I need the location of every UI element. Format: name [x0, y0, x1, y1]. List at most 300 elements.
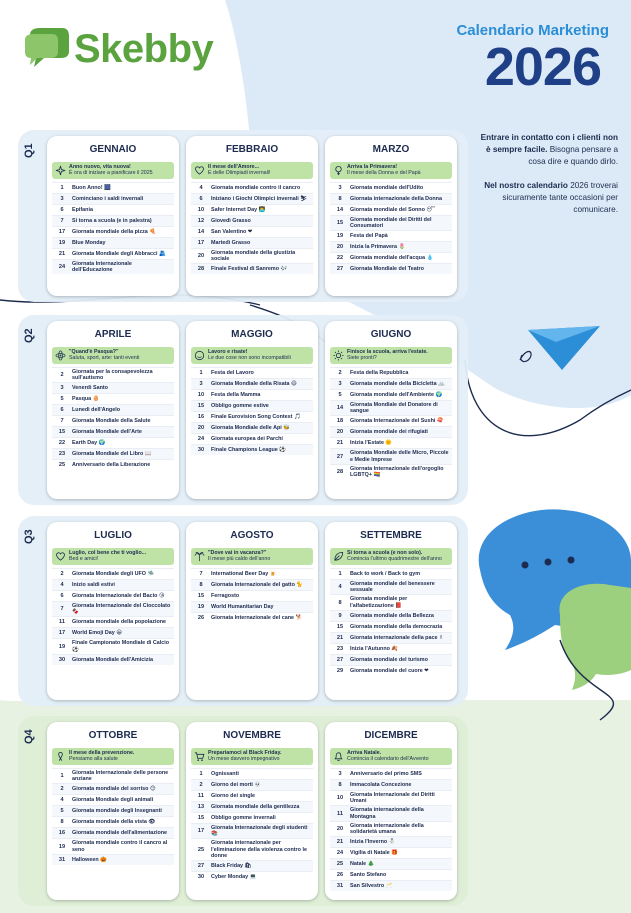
event-text: Inizia l'Estate 🌞 — [350, 440, 393, 447]
event-text: Giornata Mondiale del Teatro — [350, 266, 424, 273]
event-row — [191, 779, 313, 790]
event-row — [330, 790, 452, 805]
month-highlight-text — [69, 164, 153, 176]
event-text: Giornata mondiale del Sonno 😴 — [350, 206, 436, 213]
event-row — [191, 204, 313, 215]
sparkle-icon — [55, 165, 66, 176]
event-day: 15 — [197, 403, 205, 409]
event-day: 17 — [58, 630, 66, 637]
event-row — [52, 854, 174, 865]
quarter-label: Q2 — [23, 328, 35, 343]
event-list — [191, 182, 313, 274]
event-day: 20 — [336, 826, 344, 833]
month-highlight-text — [69, 550, 146, 562]
event-day: 7 — [60, 606, 64, 613]
month-highlight-subtitle: Comincia l'ultimo quadrimestre dell'anno — [347, 556, 442, 563]
event-row — [52, 215, 174, 226]
event-row — [191, 389, 313, 400]
event-text: Giornata mondiale della popolazione — [72, 619, 167, 626]
event-text: Giornata mondiale della gentilezza — [211, 803, 300, 810]
event-row — [330, 610, 452, 621]
month-highlight-subtitle: Siete pronti? — [347, 355, 377, 362]
event-row — [52, 805, 174, 816]
event-day: 6 — [199, 196, 203, 202]
month-highlight-box — [330, 162, 452, 179]
event-row — [330, 448, 452, 463]
event-day: 4 — [60, 582, 64, 588]
event-day: 4 — [338, 584, 342, 591]
event-row — [191, 768, 313, 779]
atom-icon — [55, 350, 66, 361]
event-text: Inizio saldi estivi — [72, 581, 115, 588]
event-day: 1 — [199, 370, 203, 376]
event-row — [330, 568, 452, 579]
event-day: 19 — [58, 843, 66, 850]
event-row — [52, 627, 174, 638]
event-day: 30 — [197, 874, 205, 881]
month-highlight-text — [208, 349, 291, 361]
event-row — [191, 263, 313, 274]
event-day: 20 — [197, 425, 205, 431]
event-text: Giornata Mondiale degli animali — [72, 797, 154, 804]
event-text: Finale Campionato Mondiale di Calcio ⚽ — [72, 640, 170, 653]
event-row — [191, 367, 313, 378]
event-day: 15 — [336, 623, 344, 630]
side-lead: Entrare in contatto con i clienti non è sempre facile. — [480, 133, 618, 154]
event-day: 28 — [197, 266, 205, 273]
event-day: 22 — [58, 440, 66, 447]
event-text: Giornata Internazionale delle persone anziane — [72, 770, 169, 783]
event-row — [52, 568, 174, 579]
month-highlight-subtitle: Comincia il calendario dell'Avvento — [347, 756, 429, 763]
event-text: Pasqua 🥚 — [72, 396, 100, 403]
event-day: 19 — [58, 643, 66, 650]
event-text: Festa del Papà — [350, 233, 388, 240]
event-day: 4 — [199, 185, 203, 191]
side-intro — [478, 132, 618, 228]
event-text: Giornata mondiale dell'Udito — [350, 184, 424, 191]
event-text: Back to work / Back to gym — [350, 570, 421, 577]
event-row — [330, 426, 452, 437]
female-icon — [333, 165, 344, 176]
event-text: Ferragosto — [211, 592, 240, 599]
event-day: 2 — [60, 571, 64, 577]
event-text: Giornata mondiale per l'alfabetizzazione 📕 — [350, 596, 408, 609]
event-row — [52, 204, 174, 215]
event-text: Giornata mondiale della Bicicletta 🚲 — [350, 380, 445, 387]
event-row — [330, 579, 452, 594]
event-row — [52, 182, 174, 193]
event-row — [52, 415, 174, 426]
event-day: 18 — [336, 418, 344, 425]
event-text: Giornata Mondiale delle Api 🐝 — [211, 424, 290, 431]
event-day: 27 — [336, 656, 344, 663]
event-day: 3 — [338, 185, 342, 191]
speech-bubble-logo-icon — [24, 27, 70, 69]
event-day: 11 — [198, 793, 204, 799]
event-text: Giornata mondiale degli Insegnanti — [72, 808, 162, 815]
event-row — [191, 812, 313, 823]
event-text: Inizia la Primavera 🌷 — [350, 244, 406, 251]
event-text: Earth Day 🌍 — [72, 440, 106, 447]
event-day: 19 — [197, 604, 205, 610]
month-highlight-box — [52, 162, 174, 179]
event-row — [52, 459, 174, 470]
event-day: 21 — [336, 634, 344, 641]
side-follow-2: 2026 troverai sicuramente tante occasioni per comunicare. — [502, 181, 618, 214]
event-row — [52, 768, 174, 783]
event-text: Black Friday 🛍 — [211, 862, 252, 869]
event-text: Giornata mondiale contro il cancro — [211, 184, 301, 191]
event-row — [191, 801, 313, 812]
event-row — [191, 823, 313, 838]
event-text: Obbligo gomme estive — [211, 402, 269, 409]
event-row — [52, 616, 174, 627]
event-row — [330, 643, 452, 654]
month-highlight-subtitle: Bed e amici! — [69, 556, 99, 563]
event-text: Giornata Mondiale dell'Amicizia — [72, 656, 153, 663]
month-name: MARZO — [372, 144, 410, 155]
event-text: Martedì Grasso — [211, 239, 251, 246]
event-text: Giornata Internazionale dell'Educazione — [72, 261, 132, 274]
month-name: DICEMBRE — [364, 730, 418, 741]
event-day: 31 — [336, 883, 344, 890]
event-text: Giornata mondiale del sorriso 😊 — [72, 786, 156, 793]
event-row — [330, 230, 452, 241]
event-text: Giornata Internazionale dell'orgoglio LGBTQ+ 🏳‍🌈 — [350, 465, 444, 479]
month-highlight-text — [208, 750, 282, 762]
event-day: 1 — [199, 771, 203, 777]
event-list — [330, 568, 452, 676]
month-card-marzo — [325, 136, 457, 296]
event-text: Giornata mondiale della pizza 🍕 — [72, 228, 156, 235]
event-list — [52, 182, 174, 274]
event-list — [191, 768, 313, 882]
event-day: 24 — [197, 436, 205, 442]
event-row — [330, 880, 452, 891]
bell-icon — [333, 751, 344, 762]
event-row — [330, 241, 452, 252]
palm-icon — [194, 551, 205, 562]
month-card-gennaio — [47, 136, 179, 296]
month-highlight-subtitle: E delle Olimpiadi invernali! — [208, 170, 271, 177]
month-card-febbraio — [186, 136, 318, 296]
event-row — [52, 393, 174, 404]
event-row — [52, 638, 174, 653]
event-text: Giorno dei morti 💀 — [211, 781, 262, 788]
event-row — [52, 601, 174, 616]
event-text: Giornata internazionale della Donna — [350, 195, 442, 202]
event-row — [191, 226, 313, 237]
event-text: Giornata mondiale dei Diritti del Consumatori — [350, 217, 432, 230]
event-text: Giornata mondiale della giustizia sociale — [211, 250, 296, 263]
event-day: 21 — [336, 440, 344, 447]
event-list — [52, 568, 174, 665]
event-row — [191, 182, 313, 193]
event-text: Venerdì Santo — [72, 385, 108, 392]
event-list — [330, 182, 452, 274]
month-name: FEBBRAIO — [225, 144, 279, 155]
event-row — [191, 612, 313, 623]
event-text: Giornata Internazionale del gatto 🐈 — [211, 581, 304, 588]
month-name: APRILE — [94, 329, 132, 340]
month-highlight-title: Arriva Natale. — [347, 750, 382, 756]
event-day: 15 — [197, 815, 205, 821]
event-day: 7 — [60, 418, 64, 425]
event-text: Giornata Internazionale degli studenti 📚 — [211, 825, 308, 838]
event-text: Finale Champions League ⚽ — [211, 446, 287, 453]
month-card-maggio — [186, 321, 318, 499]
chat-bubbles-icon — [479, 509, 631, 720]
month-highlight-text — [208, 550, 270, 562]
event-text: Giornata Mondiale della Risata 😄 — [211, 380, 297, 387]
month-card-aprile — [47, 321, 179, 499]
event-row — [191, 590, 313, 601]
month-highlight-subtitle: Un mese davvero impegnativo — [208, 756, 280, 763]
event-row — [191, 433, 313, 444]
month-highlight-box — [330, 748, 452, 765]
event-text: Giornata internazionale per l'eliminazione della violenza contro le donne — [211, 840, 307, 859]
month-highlight-text — [347, 349, 428, 361]
event-row — [330, 621, 452, 632]
event-list — [191, 568, 313, 623]
event-day: 10 — [197, 207, 205, 213]
event-day: 13 — [197, 804, 205, 810]
month-highlight-title: "Dove vai in vacanza?" — [208, 550, 267, 556]
event-day: 1 — [60, 185, 64, 191]
event-day: 3 — [338, 381, 342, 387]
event-row — [191, 860, 313, 871]
event-text: Giornata mondiale contro il cancro al seno — [72, 840, 168, 853]
event-text: Santo Stefano — [350, 872, 387, 879]
event-row — [52, 426, 174, 437]
event-day: 3 — [338, 771, 342, 777]
event-day: 3 — [60, 385, 64, 392]
event-text: San Valentino ❤ — [211, 228, 253, 235]
event-day: 11 — [337, 810, 343, 817]
event-row — [52, 783, 174, 794]
month-highlight-title: Anno nuovo, vita nuova! — [69, 164, 131, 170]
event-text: Giornata Mondiale del Donatore di sangue — [350, 402, 438, 415]
event-text: Safer Internet Day 👨‍💻 — [211, 206, 266, 213]
event-list — [191, 367, 313, 455]
event-row — [330, 193, 452, 204]
event-text: Inizia l'Autunno 🍂 — [350, 645, 399, 652]
event-text: Giornata Mondiale della Salute — [72, 418, 151, 425]
event-row — [52, 827, 174, 838]
event-text: Halloween 🎃 — [72, 856, 107, 863]
event-text: Giornata europea dei Parchi — [211, 435, 283, 442]
event-day: 14 — [336, 207, 344, 213]
event-day: 19 — [336, 233, 344, 240]
quarter-label: Q3 — [23, 529, 35, 544]
event-text: Vigilia di Natale 🎁 — [350, 850, 398, 857]
event-row — [52, 579, 174, 590]
event-text: International Beer Day 🍺 — [211, 570, 277, 577]
event-text: Giornata mondiale della democrazia — [350, 623, 443, 630]
event-row — [52, 404, 174, 415]
month-name: AGOSTO — [230, 530, 274, 541]
event-row — [330, 378, 452, 389]
month-card-giugno — [325, 321, 457, 499]
event-day: 25 — [197, 846, 205, 853]
event-list — [330, 367, 452, 479]
event-day: 25 — [58, 462, 66, 469]
event-row — [330, 367, 452, 378]
event-day: 4 — [60, 797, 64, 804]
event-day: 9 — [338, 612, 342, 619]
event-row — [191, 237, 313, 248]
month-highlight-subtitle: Saluta, sport, arte: tanti eventi — [69, 355, 140, 362]
event-day: 27 — [197, 863, 205, 870]
event-day: 24 — [58, 264, 66, 271]
month-card-dicembre — [325, 722, 457, 900]
event-text: Giornata Internazionale dei Diritti Umani — [350, 792, 435, 805]
month-name: GIUGNO — [370, 329, 412, 340]
event-day: 1 — [60, 773, 64, 780]
event-day: 7 — [60, 218, 64, 224]
event-day: 20 — [336, 429, 344, 436]
month-highlight-box — [330, 548, 452, 565]
event-text: Giornata Mondiale del Libro 📖 — [72, 451, 152, 458]
side-follow: Bisogna pensare a cosa dire e quando dirlo. — [528, 145, 618, 166]
month-highlight-box — [191, 347, 313, 364]
event-text: Natale 🎄 — [350, 861, 375, 868]
month-highlight-title: Prepariamoci al Black Friday. — [208, 750, 282, 756]
event-day: 27 — [336, 453, 344, 460]
event-day: 5 — [60, 808, 64, 815]
month-highlight-title: Il mese della prevenzione. — [69, 750, 135, 756]
event-row — [191, 579, 313, 590]
event-day: 8 — [60, 819, 64, 826]
event-row — [191, 193, 313, 204]
leaf-icon — [333, 551, 344, 562]
event-row — [191, 378, 313, 389]
month-highlight-text — [69, 750, 134, 762]
event-text: Giornata per la consapevolezza sull'autismo — [72, 369, 153, 382]
event-row — [330, 594, 452, 609]
month-name: GENNAIO — [89, 144, 137, 155]
month-highlight-subtitle: Il mese più caldo dell'anno — [208, 556, 271, 563]
month-highlight-title: Luglio, col bene che ti voglio... — [69, 550, 147, 556]
month-highlight-text — [347, 550, 442, 562]
event-text: Giornata internazionale della solidarietà umana — [350, 822, 424, 836]
event-list — [52, 768, 174, 865]
event-row — [52, 382, 174, 393]
event-text: Giovedì Grasso — [211, 217, 251, 224]
event-text: Obbligo gomme invernali — [211, 814, 276, 821]
event-row — [330, 654, 452, 665]
event-row — [330, 847, 452, 858]
event-text: San Silvestro 🥂 — [350, 883, 393, 890]
event-row — [52, 367, 174, 382]
event-row — [330, 204, 452, 215]
month-highlight-text — [69, 349, 139, 361]
event-day: 17 — [58, 229, 66, 235]
event-text: World Emoji Day 😀 — [72, 630, 122, 637]
event-row — [330, 858, 452, 869]
event-text: Giornata Mondiale degli UFO 🛸 — [72, 570, 155, 577]
month-highlight-subtitle: È ora di iniziare a pianificare il 2025 — [69, 170, 153, 177]
month-highlight-title: Arriva la Primavera! — [347, 164, 398, 170]
event-row — [330, 768, 452, 779]
event-day: 16 — [197, 414, 205, 420]
event-row — [52, 437, 174, 448]
month-highlight-box — [52, 748, 174, 765]
event-text: Cominciano i saldi invernali — [72, 195, 144, 202]
event-day: 25 — [336, 861, 344, 868]
event-row — [191, 601, 313, 612]
event-day: 31 — [58, 856, 66, 863]
event-day: 8 — [338, 196, 342, 202]
event-row — [330, 182, 452, 193]
month-name: LUGLIO — [94, 530, 132, 541]
event-day: 2 — [199, 782, 203, 788]
event-text: Anniversario della Liberazione — [72, 462, 151, 469]
event-day: 30 — [197, 447, 205, 453]
event-text: Festa della Repubblica — [350, 369, 409, 376]
event-text: Ognissanti — [211, 770, 239, 777]
event-row — [330, 389, 452, 400]
event-row — [330, 437, 452, 448]
event-text: Giornata Mondiale degli Abbracci 🫂 — [72, 250, 166, 257]
event-row — [52, 590, 174, 601]
cart-icon — [194, 751, 205, 762]
month-name: SETTEMBRE — [360, 530, 422, 541]
month-highlight-text — [347, 164, 421, 176]
month-name: MAGGIO — [231, 329, 273, 340]
event-day: 23 — [336, 645, 344, 652]
event-day: 26 — [336, 872, 344, 879]
heart-icon — [194, 165, 205, 176]
event-row — [330, 215, 452, 230]
event-row — [330, 400, 452, 415]
event-text: Epifania — [72, 206, 93, 213]
event-row — [330, 252, 452, 263]
event-day: 6 — [60, 407, 64, 414]
event-text: Giornata mondiale del cuore ❤ — [350, 667, 429, 674]
event-row — [191, 248, 313, 263]
event-day: 21 — [58, 251, 66, 257]
event-row — [52, 248, 174, 259]
event-text: Giornata mondiale dell'alimentazione — [72, 830, 168, 837]
event-text: Lunedì dell'Angelo — [72, 407, 120, 414]
event-list — [330, 768, 452, 891]
month-card-agosto — [186, 522, 318, 700]
event-day: 10 — [336, 795, 344, 802]
event-row — [191, 790, 313, 801]
month-card-novembre — [186, 722, 318, 900]
event-day: 2 — [60, 372, 64, 379]
event-row — [330, 263, 452, 274]
event-day: 2 — [338, 370, 342, 376]
sun-icon — [333, 350, 344, 361]
skebby-logo — [24, 24, 234, 74]
event-text: Giornata Mondiale delle Micro, Piccole e Medie Imprese — [350, 450, 449, 463]
event-text: Inizia l'Inverno ⛄ — [350, 839, 396, 846]
event-day: 1 — [338, 571, 342, 577]
event-day: 6 — [60, 207, 64, 213]
event-day: 26 — [197, 615, 205, 621]
event-day: 20 — [197, 253, 205, 260]
event-text: Immacolata Concezione — [350, 781, 412, 788]
event-row — [330, 821, 452, 836]
event-row — [330, 632, 452, 643]
event-row — [330, 805, 452, 820]
event-text: Giornata mondiale della Bellezza — [350, 612, 434, 619]
event-text: Festa del Lavoro — [211, 369, 254, 376]
month-highlight-box — [191, 548, 313, 565]
